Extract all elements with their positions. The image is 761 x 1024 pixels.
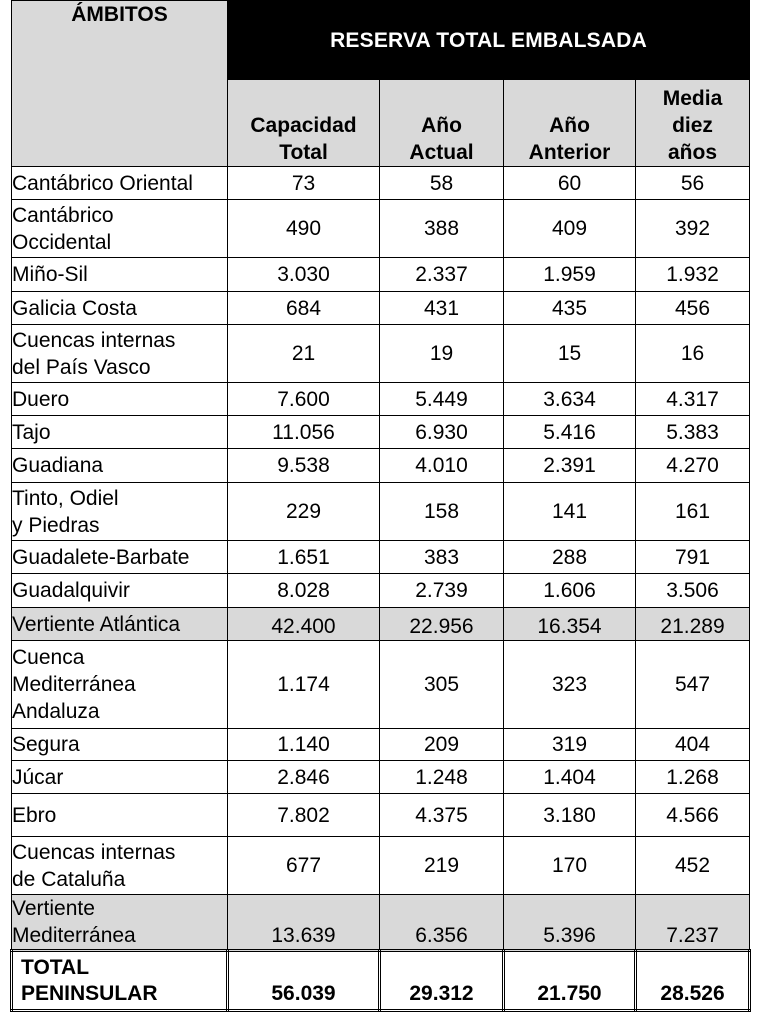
value-ant: 319 xyxy=(504,729,636,761)
value-act: 6.356 xyxy=(380,895,504,951)
value-act: 4.375 xyxy=(380,794,504,837)
value-cap: 1.174 xyxy=(228,641,380,729)
col-header-capacidad-line2: Total xyxy=(279,141,328,164)
value-ant: 170 xyxy=(504,837,636,895)
value-act: 5.449 xyxy=(380,383,504,416)
col-header-media-line3: años xyxy=(668,141,718,164)
reservoir-table xyxy=(10,0,751,1012)
value-ant: 1.404 xyxy=(504,761,636,794)
value-cap: 7.802 xyxy=(228,794,380,837)
value-med: 392 xyxy=(636,200,750,258)
table-row xyxy=(12,641,750,729)
value-cap: 1.651 xyxy=(228,541,380,574)
value-act: 209 xyxy=(380,729,504,761)
value-ant: 2.391 xyxy=(504,449,636,483)
value-med: 4.566 xyxy=(636,794,750,837)
value-cap: 3.030 xyxy=(228,258,380,292)
value-act: 4.010 xyxy=(380,449,504,483)
col-header-ano-anterior-line2: Anterior xyxy=(528,141,611,164)
value-ant: 16.354 xyxy=(504,608,636,641)
value-act: 383 xyxy=(380,541,504,574)
ambito-name: Tinto, Odiel y Piedras xyxy=(12,483,228,541)
value-med: 1.932 xyxy=(636,258,750,292)
value-ant: 5.396 xyxy=(504,895,636,951)
table-row xyxy=(12,416,750,449)
value-med: 7.237 xyxy=(636,895,750,951)
value-act: 19 xyxy=(380,325,504,383)
ambito-name: Guadiana xyxy=(12,449,228,483)
value-cap: 11.056 xyxy=(228,416,380,449)
value-ant: 1.606 xyxy=(504,574,636,608)
table-row xyxy=(12,383,750,416)
value-med: 547 xyxy=(636,641,750,729)
subtotal-row xyxy=(12,895,750,951)
table-row xyxy=(12,483,750,541)
value-ant: 1.959 xyxy=(504,258,636,292)
value-act: 2.739 xyxy=(380,574,504,608)
value-med: 21.289 xyxy=(636,608,750,641)
ambito-name: Cantábrico Oriental xyxy=(12,167,228,200)
table-row xyxy=(12,200,750,258)
reservoir-table-document xyxy=(10,0,748,1024)
value-ant: 288 xyxy=(504,541,636,574)
value-med: 4.270 xyxy=(636,449,750,483)
col-header-ano-anterior-line1: Año xyxy=(549,114,590,137)
table-row xyxy=(12,574,750,608)
total-row xyxy=(12,951,750,1011)
value-med: 456 xyxy=(636,292,750,325)
ambito-name: Tajo xyxy=(12,416,228,449)
value-cap: 684 xyxy=(228,292,380,325)
col-header-capacidad xyxy=(228,80,380,167)
header-row-top xyxy=(12,1,750,80)
table-row xyxy=(12,794,750,837)
value-act: 6.930 xyxy=(380,416,504,449)
table-row xyxy=(12,729,750,761)
value-ant: 60 xyxy=(504,167,636,200)
col-header-media-line1: Media xyxy=(662,87,723,110)
value-ant: 409 xyxy=(504,200,636,258)
ambito-name: Cuenca Mediterránea Andaluza xyxy=(12,641,228,729)
ambito-name: Galicia Costa xyxy=(12,292,228,325)
ambito-name: Cuencas internas del País Vasco xyxy=(12,325,228,383)
value-act: 388 xyxy=(380,200,504,258)
ambito-name: Vertiente Atlántica xyxy=(12,608,228,641)
table-row xyxy=(12,541,750,574)
value-cap: 42.400 xyxy=(228,608,380,641)
value-med: 791 xyxy=(636,541,750,574)
ambito-name: Ebro xyxy=(12,794,228,837)
ambito-name: Miño-Sil xyxy=(12,258,228,292)
table-row xyxy=(12,449,750,483)
col-header-ano-actual-line2: Actual xyxy=(409,141,474,164)
ambito-name: Segura xyxy=(12,729,228,761)
ambitos-header xyxy=(12,1,228,167)
value-cap: 73 xyxy=(228,167,380,200)
value-ant: 435 xyxy=(504,292,636,325)
col-header-capacidad-line1: Capacidad xyxy=(250,114,357,137)
value-ant: 3.634 xyxy=(504,383,636,416)
value-cap: 1.140 xyxy=(228,729,380,761)
ambito-name: Cantábrico Occidental xyxy=(12,200,228,258)
ambito-name: Júcar xyxy=(12,761,228,794)
value-cap: 8.028 xyxy=(228,574,380,608)
value-med: 28.526 xyxy=(636,951,750,1011)
col-header-ano-actual xyxy=(380,80,504,167)
value-act: 219 xyxy=(380,837,504,895)
value-act: 305 xyxy=(380,641,504,729)
value-med: 4.317 xyxy=(636,383,750,416)
ambitos-header-label: ÁMBITOS xyxy=(71,3,168,26)
value-cap: 2.846 xyxy=(228,761,380,794)
ambito-name: Vertiente Mediterránea xyxy=(12,895,228,951)
value-act: 22.956 xyxy=(380,608,504,641)
value-med: 161 xyxy=(636,483,750,541)
col-header-ano-anterior xyxy=(504,80,636,167)
table-row xyxy=(12,292,750,325)
value-cap: 7.600 xyxy=(228,383,380,416)
value-cap: 9.538 xyxy=(228,449,380,483)
value-ant: 3.180 xyxy=(504,794,636,837)
value-cap: 490 xyxy=(228,200,380,258)
value-act: 29.312 xyxy=(380,951,504,1011)
value-cap: 677 xyxy=(228,837,380,895)
ambito-name: Cuencas internas de Cataluña xyxy=(12,837,228,895)
table-row xyxy=(12,167,750,200)
value-ant: 21.750 xyxy=(504,951,636,1011)
table-body xyxy=(12,167,750,1011)
value-med: 5.383 xyxy=(636,416,750,449)
value-med: 1.268 xyxy=(636,761,750,794)
col-header-ano-actual-line1: Año xyxy=(421,114,462,137)
ambito-name: Duero xyxy=(12,383,228,416)
value-med: 452 xyxy=(636,837,750,895)
value-med: 3.506 xyxy=(636,574,750,608)
ambito-name: TOTAL PENINSULAR xyxy=(12,951,228,1011)
value-ant: 323 xyxy=(504,641,636,729)
subtotal-row xyxy=(12,608,750,641)
value-ant: 15 xyxy=(504,325,636,383)
col-header-media-line2: diez xyxy=(672,114,713,137)
value-act: 58 xyxy=(380,167,504,200)
value-med: 16 xyxy=(636,325,750,383)
value-cap: 21 xyxy=(228,325,380,383)
value-cap: 229 xyxy=(228,483,380,541)
value-med: 404 xyxy=(636,729,750,761)
value-med: 56 xyxy=(636,167,750,200)
ambito-name: Guadalquivir xyxy=(12,574,228,608)
col-header-media xyxy=(636,80,750,167)
table-row xyxy=(12,761,750,794)
value-cap: 13.639 xyxy=(228,895,380,951)
value-act: 158 xyxy=(380,483,504,541)
value-ant: 5.416 xyxy=(504,416,636,449)
value-act: 1.248 xyxy=(380,761,504,794)
table-row xyxy=(12,837,750,895)
table-row xyxy=(12,325,750,383)
value-act: 431 xyxy=(380,292,504,325)
ambito-name: Guadalete-Barbate xyxy=(12,541,228,574)
table-row xyxy=(12,258,750,292)
value-act: 2.337 xyxy=(380,258,504,292)
value-cap: 56.039 xyxy=(228,951,380,1011)
reserva-total-header: RESERVA TOTAL EMBALSADA xyxy=(228,1,750,80)
value-ant: 141 xyxy=(504,483,636,541)
